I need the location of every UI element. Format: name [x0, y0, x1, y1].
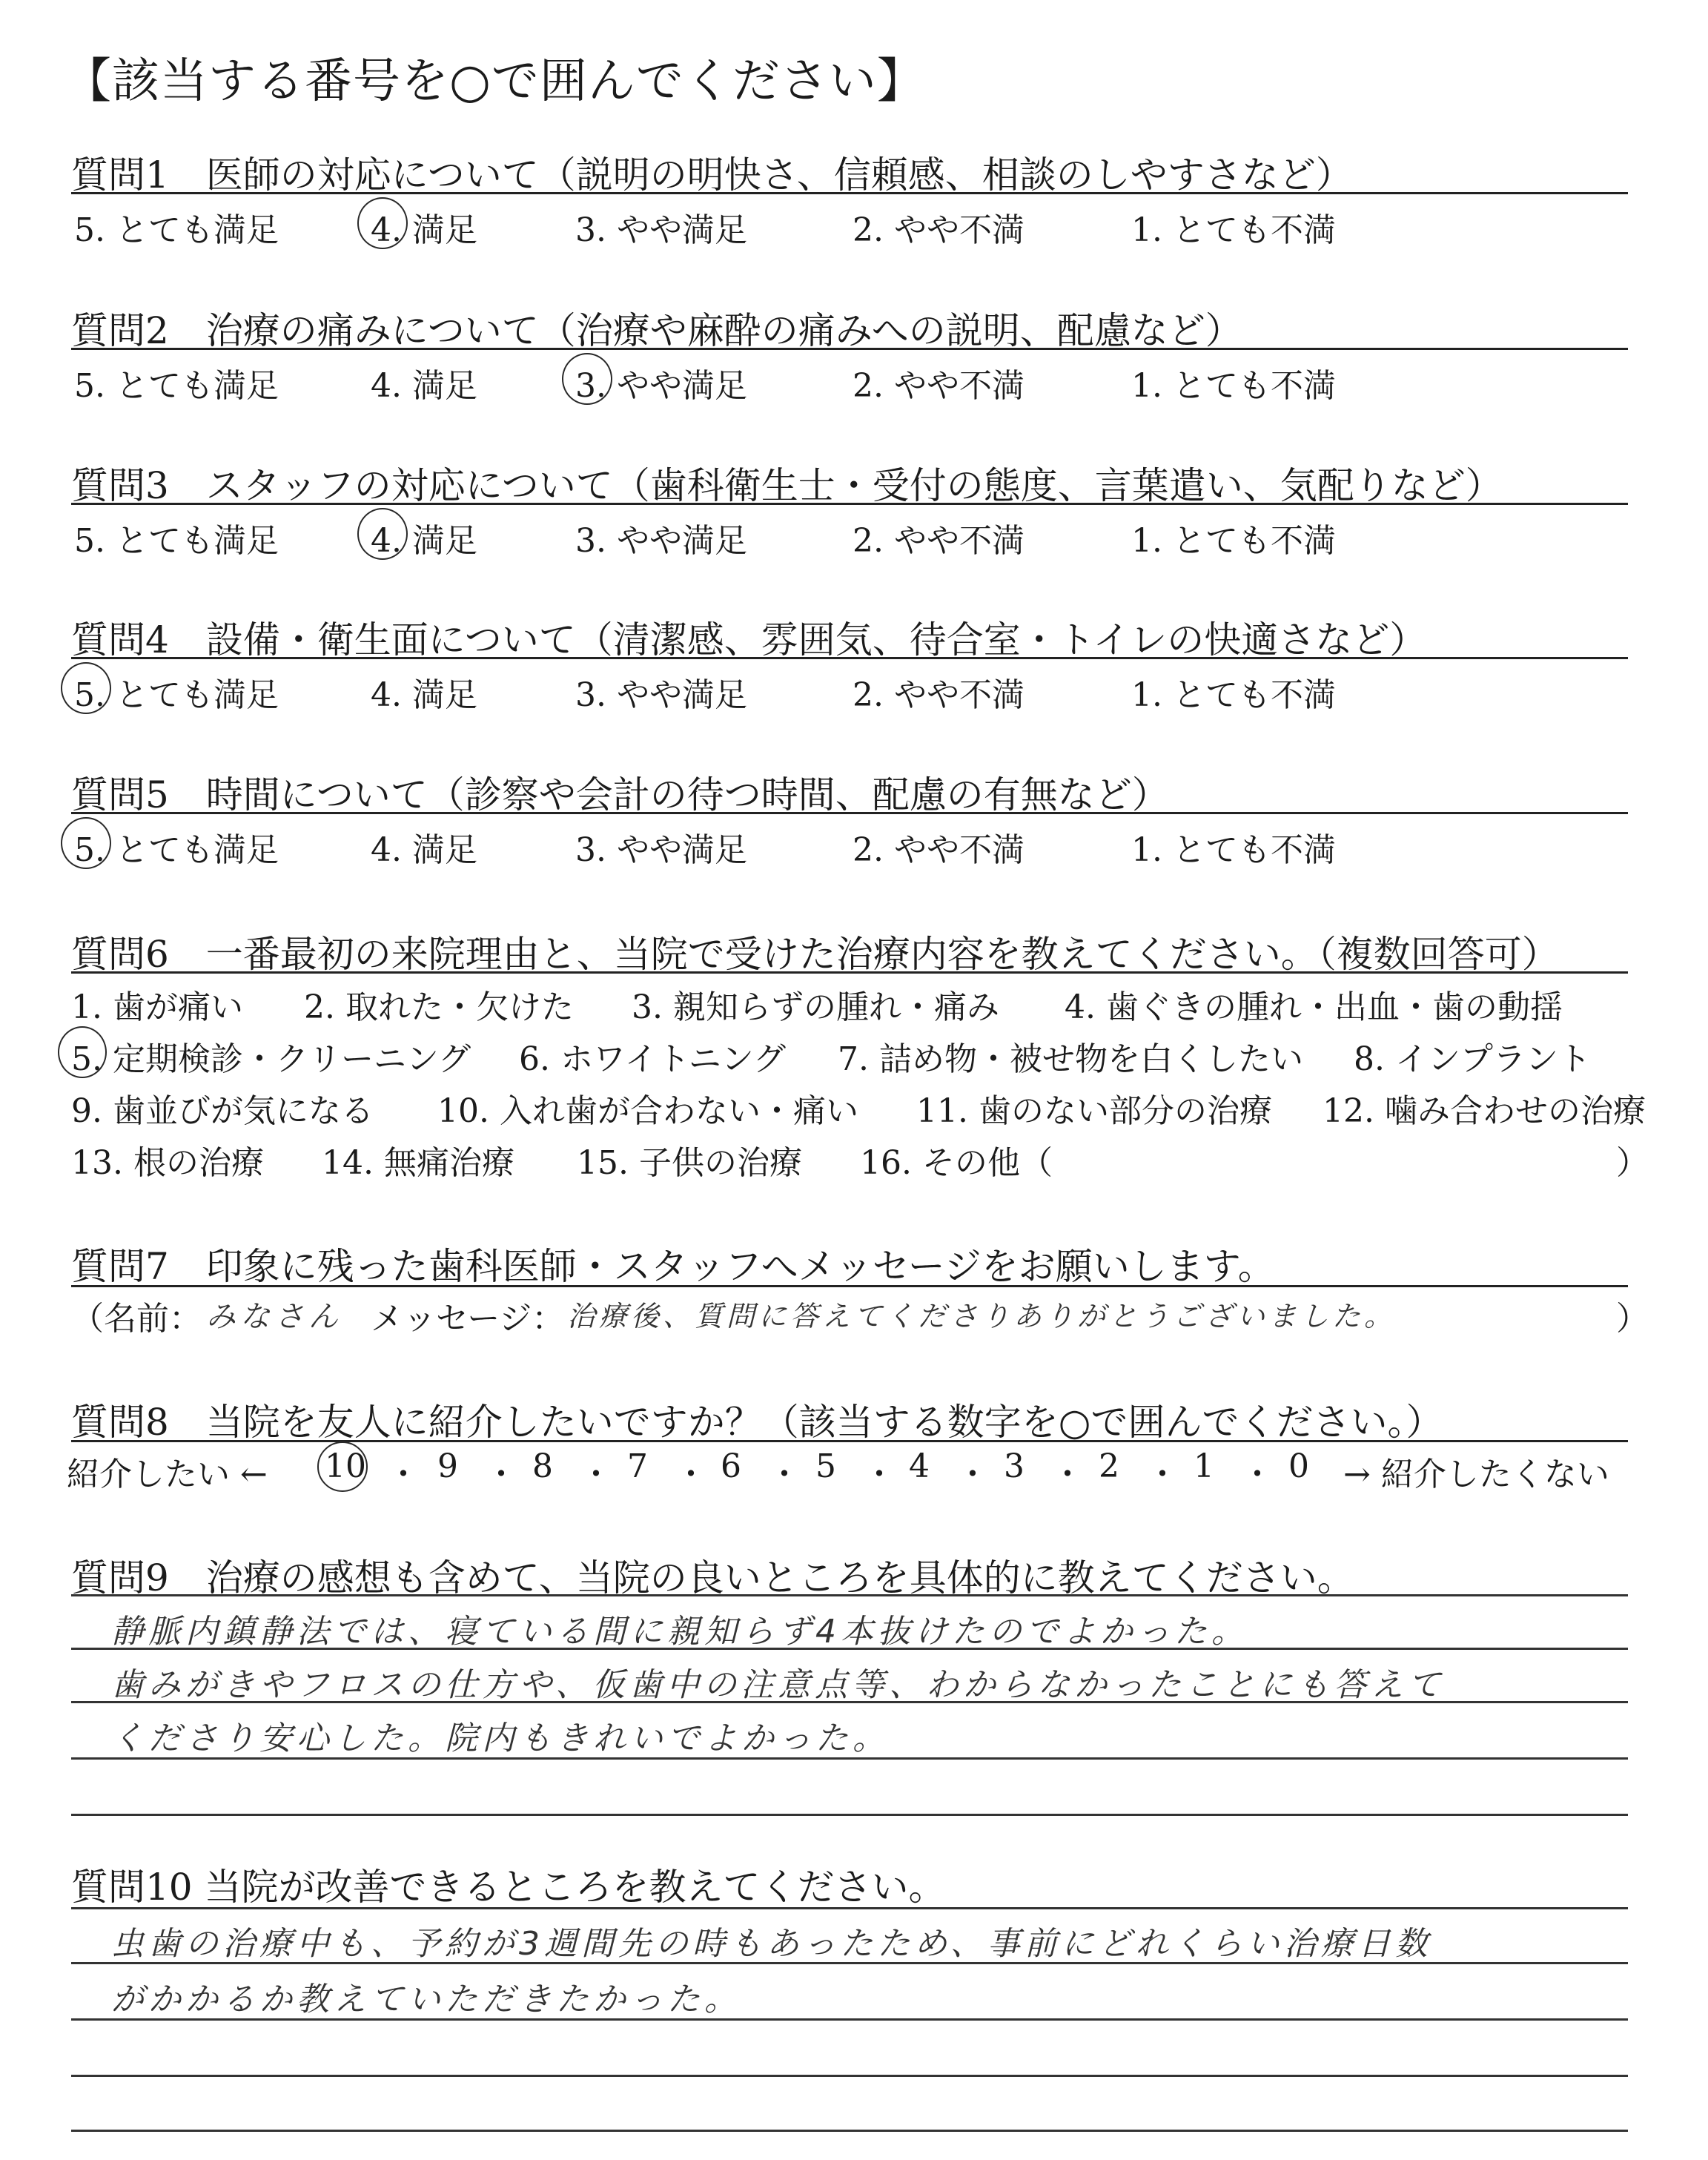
- q6-option[interactable]: 6. ホワイトニング: [519, 1040, 787, 1078]
- q8-scale-value-0[interactable]: 0: [1288, 1447, 1309, 1485]
- q5-option-5[interactable]: 5. とても満足: [74, 831, 279, 869]
- q9-heading: 質問9 治療の感想も含めて、当院の良いところを具体的に教えてください。: [71, 1556, 1354, 1599]
- q6-option[interactable]: 2. 取れた・欠けた: [304, 988, 574, 1026]
- q9-ruled-line: [71, 1594, 1628, 1596]
- q2-selected-circle: [562, 353, 612, 405]
- q8-underline: [71, 1440, 1628, 1442]
- q10-answer-line[interactable]: 虫歯の治療中も、予約が3週間先の時もあったため、事前にどれくらい治療日数: [111, 1925, 1432, 1963]
- q9-ruled-line: [71, 1814, 1628, 1816]
- q2-option-3[interactable]: 3. やや満足: [575, 367, 747, 405]
- q3-option-1[interactable]: 1. とても不満: [1131, 522, 1336, 560]
- q8-scale-value-3[interactable]: 3: [1004, 1447, 1025, 1485]
- q8-scale-value-1[interactable]: 1: [1194, 1447, 1214, 1485]
- q7-heading: 質問7 印象に残った歯科医師・スタッフへメッセージをお願いします。: [71, 1245, 1275, 1288]
- q7-close: ）: [1616, 1300, 1649, 1338]
- q6-option[interactable]: 4. 歯ぐきの腫れ・出血・歯の動揺: [1065, 988, 1563, 1026]
- q5-option-1[interactable]: 1. とても不満: [1131, 831, 1336, 869]
- q10-ruled-line: [71, 2075, 1628, 2077]
- q1-underline: [71, 192, 1628, 194]
- q4-option-2[interactable]: 2. やや不満: [853, 676, 1025, 714]
- q3-selected-circle: [357, 508, 408, 560]
- q6-option[interactable]: 9. 歯並びが気になる: [71, 1092, 374, 1130]
- q5-underline: [71, 812, 1628, 814]
- q6-option[interactable]: 13. 根の治療: [71, 1144, 264, 1182]
- q10-ruled-line: [71, 1907, 1628, 1909]
- q8-selected-circle: [317, 1441, 368, 1492]
- q4-option-5[interactable]: 5. とても満足: [74, 676, 279, 714]
- q1-option-3[interactable]: 3. やや満足: [575, 211, 747, 249]
- q5-option-3[interactable]: 3. やや満足: [575, 831, 747, 869]
- q3-option-5[interactable]: 5. とても満足: [74, 522, 279, 560]
- q5-option-2[interactable]: 2. やや不満: [853, 831, 1025, 869]
- q7-message-label: メッセージ：: [371, 1300, 565, 1338]
- q6-option[interactable]: 5. 定期検診・クリーニング: [71, 1040, 471, 1078]
- q8-right-label: → 紹介したくない: [1343, 1456, 1609, 1493]
- q8-scale-separator: ・: [956, 1456, 989, 1493]
- q8-scale-value-5[interactable]: 5: [815, 1447, 836, 1485]
- q8-scale-separator: ・: [485, 1456, 517, 1493]
- q8-scale-separator: ・: [1146, 1456, 1179, 1493]
- q3-option-4[interactable]: 4. 満足: [371, 522, 477, 560]
- q8-heading: 質問8 当院を友人に紹介したいですか？（該当する数字を○で囲んでください。）: [71, 1401, 1443, 1444]
- q4-option-4[interactable]: 4. 満足: [371, 676, 477, 714]
- q2-option-1[interactable]: 1. とても不満: [1131, 367, 1336, 405]
- q5-selected-circle: [61, 817, 111, 869]
- q3-option-2[interactable]: 2. やや不満: [853, 522, 1025, 560]
- q6-option[interactable]: 11. 歯のない部分の治療: [916, 1092, 1272, 1130]
- q2-option-2[interactable]: 2. やや不満: [853, 367, 1025, 405]
- q8-left-label: 紹介したい ←: [67, 1456, 268, 1493]
- q4-option-1[interactable]: 1. とても不満: [1131, 676, 1336, 714]
- q6-selected-circle: [58, 1026, 107, 1078]
- q8-scale-separator: ・: [1241, 1456, 1274, 1493]
- q2-underline: [71, 348, 1628, 350]
- q8-scale-value-2[interactable]: 2: [1099, 1447, 1119, 1485]
- q6-option[interactable]: 8. インプラント: [1354, 1040, 1591, 1078]
- q1-heading: 質問1 医師の対応について（説明の明快さ、信頼感、相談のしやすさなど）: [71, 153, 1353, 196]
- q6-option[interactable]: 3. 親知らずの腫れ・痛み: [632, 988, 999, 1026]
- q8-scale-value-4[interactable]: 4: [909, 1447, 930, 1485]
- q4-heading: 質問4 設備・衛生面について（清潔感、雰囲気、待合室・トイレの快適さなど）: [71, 618, 1427, 661]
- form-title: 【該当する番号を○で囲んでください】: [64, 54, 925, 109]
- q5-heading: 質問5 時間について（診察や会計の待つ時間、配慮の有無など）: [71, 773, 1169, 816]
- q8-scale-value-10[interactable]: 10: [325, 1447, 366, 1485]
- q3-heading: 質問3 スタッフの対応について（歯科衛生士・受付の態度、言葉遣い、気配りなど）: [71, 464, 1503, 507]
- q8-scale-separator: ・: [863, 1456, 896, 1493]
- q6-option[interactable]: 1. 歯が痛い: [71, 988, 243, 1026]
- q8-scale-value-8[interactable]: 8: [532, 1447, 553, 1485]
- q10-heading: 質問10 当院が改善できるところを教えてください。: [71, 1866, 946, 1909]
- q1-option-5[interactable]: 5. とても満足: [74, 211, 279, 249]
- q3-underline: [71, 503, 1628, 505]
- q6-option[interactable]: 10. 入れ歯が合わない・痛い: [437, 1092, 858, 1130]
- q1-option-2[interactable]: 2. やや不満: [853, 211, 1025, 249]
- q6-option[interactable]: 7. 詰め物・被せ物を白くしたい: [838, 1040, 1303, 1078]
- q2-option-5[interactable]: 5. とても満足: [74, 367, 279, 405]
- q7-message-value[interactable]: 治療後、質問に答えてくださりありがとうございました。: [567, 1300, 1397, 1332]
- q9-answer-line[interactable]: 歯みがきやフロスの仕方や、仮歯中の注意点等、わからなかったことにも答えて: [111, 1666, 1446, 1704]
- q8-scale-separator: ・: [675, 1456, 707, 1493]
- q8-scale-value-7[interactable]: 7: [627, 1447, 648, 1485]
- q6-option[interactable]: 14. 無痛治療: [322, 1144, 514, 1182]
- q8-scale-value-6[interactable]: 6: [721, 1447, 741, 1485]
- q4-option-3[interactable]: 3. やや満足: [575, 676, 747, 714]
- q9-answer-line[interactable]: くださり安心した。院内もきれいでよかった。: [111, 1720, 890, 1757]
- q10-answer-line[interactable]: がかかるか教えていただきたかった。: [111, 1981, 741, 2018]
- q6-other-close: ）: [1616, 1144, 1649, 1182]
- q3-option-3[interactable]: 3. やや満足: [575, 522, 747, 560]
- q8-scale-value-9[interactable]: 9: [437, 1447, 458, 1485]
- q1-option-1[interactable]: 1. とても不満: [1131, 211, 1336, 249]
- q8-scale-separator: ・: [387, 1456, 420, 1493]
- q1-option-4[interactable]: 4. 満足: [371, 211, 477, 249]
- q7-underline: [71, 1285, 1628, 1287]
- q6-heading: 質問6 一番最初の来院理由と、当院で受けた治療内容を教えてください。（複数回答可）: [71, 933, 1559, 976]
- q4-selected-circle: [61, 662, 111, 714]
- q8-scale-separator: ・: [768, 1456, 801, 1493]
- q6-option[interactable]: 12. 噛み合わせの治療: [1323, 1092, 1646, 1130]
- q6-option[interactable]: 15. 子供の治療: [577, 1144, 802, 1182]
- q8-scale-separator: ・: [1051, 1456, 1084, 1493]
- q5-option-4[interactable]: 4. 満足: [371, 831, 477, 869]
- q1-selected-circle: [357, 197, 408, 249]
- q2-heading: 質問2 治療の痛みについて（治療や麻酔の痛みへの説明、配慮など）: [71, 309, 1242, 352]
- q7-name-label: （名前：: [71, 1300, 202, 1338]
- q6-option[interactable]: 16. その他（: [860, 1144, 1053, 1182]
- q10-ruled-line: [71, 2130, 1628, 2132]
- q4-underline: [71, 657, 1628, 659]
- q2-option-4[interactable]: 4. 満足: [371, 367, 477, 405]
- q6-underline: [71, 971, 1628, 974]
- q9-answer-line[interactable]: 静脈内鎮静法では、寝ている間に親知らず4本抜けたのでよかった。: [111, 1613, 1248, 1651]
- q7-name-value[interactable]: みなさん: [206, 1300, 342, 1334]
- q8-scale-separator: ・: [580, 1456, 612, 1493]
